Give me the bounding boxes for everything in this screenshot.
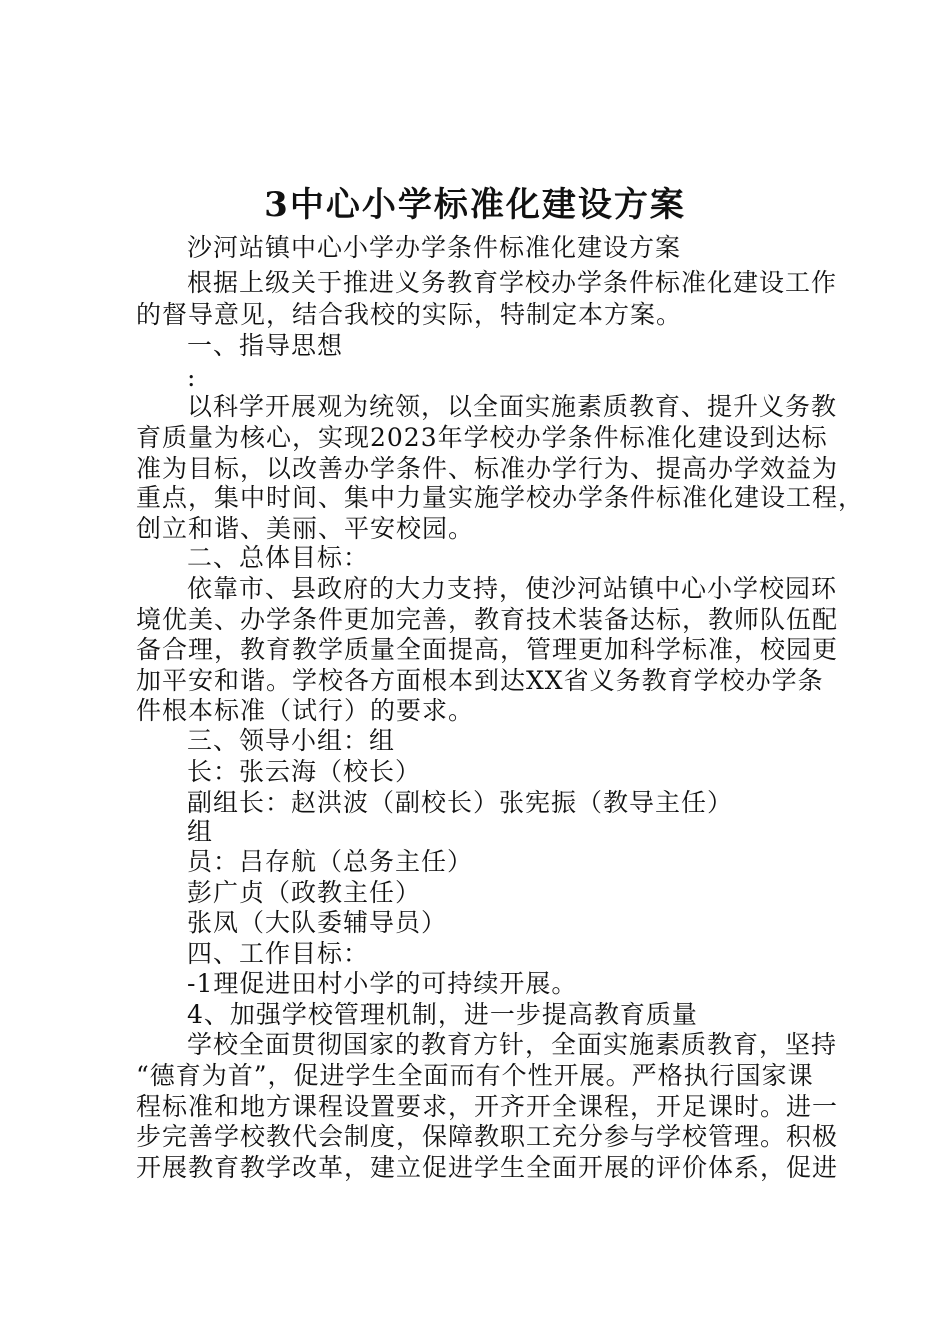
paragraph-line: 步完善学校教代会制度，保障教职工充分参与学校管理。积极 [136,1122,839,1151]
paragraph-line: 育质量为核心，实现2023年学校办学条件标准化建设到达标 [136,423,828,452]
paragraph-line: 程标准和地方课程设置要求，开齐开全课程，开足课时。进一 [136,1092,839,1121]
section-heading: 二、总体目标： [187,543,370,572]
paragraph-line: 依靠市、县政府的大力支持，使沙河站镇中心小学校园环 [187,574,838,603]
section-heading: 三、领导小组：组 [187,726,396,755]
section-heading: 一、指导思想 [187,331,344,360]
section-heading: 四、工作目标： [187,939,370,968]
paragraph-line: -1理促进田村小学的可持续开展。 [187,969,578,998]
paragraph-line: : [187,363,197,392]
document-title: 3中心小学标准化建设方案 [264,185,686,225]
paragraph-line: 备合理，教育教学质量全面提高，管理更加科学标准，校园更 [136,635,839,664]
paragraph-line: 长：张云海（校长） [187,757,422,786]
paragraph-line: 张凤（大队委辅导员） [187,908,448,937]
paragraph-line: 加平安和谐。学校各方面根本到达XX省义务教育学校办学条 [136,666,824,695]
paragraph-line: 的督导意见，结合我校的实际，特制定本方案。 [136,300,683,329]
subtitle-line: 沙河站镇中心小学办学条件标准化建设方案 [187,233,682,262]
paragraph-line: 副组长：赵洪波（副校长）张宪振（教导主任） [187,788,734,817]
paragraph-line: 学校全面贯彻国家的教育方针，全面实施素质教育，坚持 [187,1030,838,1059]
paragraph-line: 开展教育教学改革，建立促进学生全面开展的评价体系，促进 [136,1153,839,1182]
paragraph-line: 员：吕存航（总务主任） [187,847,474,876]
paragraph-line: 根据上级关于推进义务教育学校办学条件标准化建设工作 [187,268,838,297]
paragraph-line: 重点，集中时间、集中力量实施学校办学条件标准化建设工程， [136,483,865,512]
paragraph-line: 创立和谐、美丽、平安校园。 [136,514,475,543]
paragraph-line: 境优美、办学条件更加完善，教育技术装备达标，教师队伍配 [136,605,839,634]
paragraph-line: “德育为首”，促进学生全面而有个性开展。严格执行国家课 [136,1061,814,1090]
paragraph-line: 以科学开展观为统领，以全面实施素质教育、提升义务教 [187,392,838,421]
paragraph-line: 件根本标准（试行）的要求。 [136,696,475,725]
paragraph-line: 4、加强学校管理机制，进一步提高教育质量 [187,1000,698,1029]
paragraph-line: 彭广贞（政教主任） [187,878,422,907]
paragraph-line: 组 [187,817,214,846]
paragraph-line: 准为目标，以改善办学条件、标准办学行为、提高办学效益为 [136,454,839,483]
